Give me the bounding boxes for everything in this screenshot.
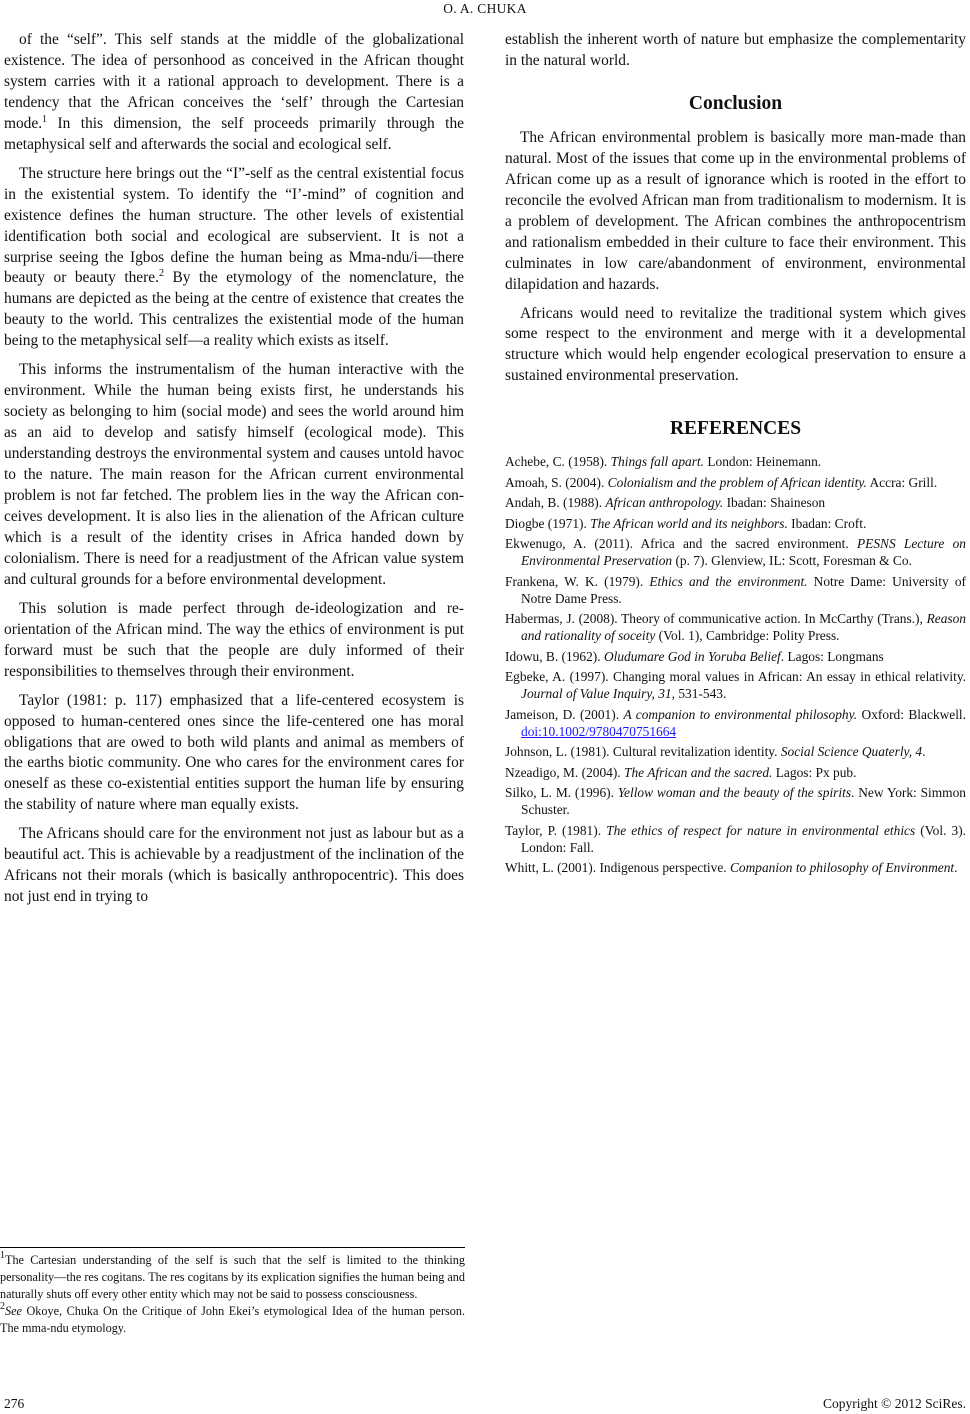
reference-item: Nzeadigo, M. (2004). The African and the sacred. Lagos: Px pub.	[505, 764, 857, 780]
reference-item: Whitt, L. (2001). Indigenous perspective. Companion to philosophy of Environment.	[505, 860, 958, 876]
left-column	[4, 30, 464, 908]
right-column	[505, 30, 966, 880]
references-heading: REFERENCES	[669, 418, 802, 440]
reference-item: Ekwenugo, A. (2011). Africa and the sacred environment. PESNS Lecture on Environmental Preservation (p. 7). Glenview, IL: Scott, Foresman & Co.	[505, 535, 966, 569]
body-paragraph: The Africans should care for the environment not just as labour but as a beautiful act. This is achievable by a readjustment of the inclination of the Africans not their morals (which is basically anthropocentric). This does not just end in trying to	[4, 825, 464, 906]
doi-link[interactable]: doi:10.1002/9780470751664	[521, 723, 677, 739]
footnote-2: $^2$See Okoye, Chuka On the Critique of John Ekei’s etymological Idea of the human person. The mma-ndu etymology.	[0, 1301, 465, 1335]
body-paragraph: This informs the instrumentalism of the human interactive with the environment. While the human being exists first, he understands his society as belonging to him (social mode) and sees the world around him as an aid to develop and satisfy himself (ecological mode). This understanding destroys the environmental system and causes untold havoc to the nature. The main reason for the African current environmental problem is not far fetched. The problem lies in the way the African conceives development. It is also lies in the alienation of the African culture which is a result of the identity crises in Africa handed down by colonialism. There is need for a readjustment of the African value system and cultural grounds for a before environmental development.	[4, 361, 464, 588]
conclusion-paragraph: Africans would need to revitalize the traditional system which gives some respect to the environment and merge with it a developmental structure which would help engender ecological preservation to ensure a sustained environmental preservation.	[505, 304, 966, 385]
reference-item: Amoah, S. (2004). Colonialism and the problem of African identity. Accra: Grill.	[505, 474, 938, 490]
reference-item: Diogbe (1971). The African world and its neighbors. Ibadan: Croft.	[505, 515, 867, 531]
footnote-1: $^1$The Cartesian understanding of the self is such that the self is limited to the thinking personality—the res cogitans. The res cogitans by its explication signifies the human being and naturally shuts off every other entity which may not be said to possess consciousness.	[0, 1250, 465, 1301]
reference-item: Habermas, J. (2008). Theory of communicative action. In McCarthy (Trans.), Reason and rationality of soceity (Vol. 1), Cambridge: Polity Press.	[505, 611, 966, 644]
footnotes	[0, 1252, 465, 1337]
footnote-divider	[0, 1247, 465, 1248]
reference-item: Andah, B. (1988). African anthropology. Ibadan: Shaineson	[505, 495, 826, 511]
reference-item: Johnson, L. (1981). Cultural revitalization identity. Social Science Quaterly, 4.	[505, 744, 926, 760]
reference-item: Egbeke, A. (1997). Changing moral values in African: An essay in ethical relativity. Journal of Value Inquiry, 31, 531-543.	[505, 669, 966, 702]
footnote-marker[interactable]: 2	[158, 268, 164, 280]
conclusion-paragraph: The African environmental problem is basically more man-made than natural. Most of the issues that come up in the environmental problems of African come up as a result of ignorance which is rooted in the effort to reconcile the evolved African man from traditionalism to modernism. It is a problem of development. The African combines the anthropocentrism and rationalism embedded in their culture to face their environment. This culminates in low care/abandonment of environment, environmental dilapidation and hazards.	[505, 128, 966, 293]
body-paragraph: This solution is made perfect through de-ideologization and re-orientation of the African mind. The way the ethics of environment is put forward must be such that the people are duly informed of their responsibilities to themselves through their environment.	[4, 599, 464, 680]
reference-item: Taylor, P. (1981). The ethics of respect for nature in environmental ethics (Vol. 3). London: Fall.	[505, 822, 967, 855]
page-number: 276	[4, 1396, 25, 1411]
copyright-notice: Copyright © 2012 SciRes.	[822, 1396, 966, 1411]
reference-item: Frankena, W. K. (1979). Ethics and the environment. Notre Dame: University of Notre Dame Press.	[505, 573, 966, 606]
reference-item: Jameison, D. (2001). A companion to environmental philosophy. Oxford: Blackwell. doi:10.1002/9780470751664	[505, 706, 966, 739]
body-paragraph: of the “self”. This self stands at the middle of the globalizational existence. The idea of personhood as conceived in the African thought system carries with it a rational approach to development. There is a tendency that the African conceives the ‘self’ through the Cartesian mode.$^1$ In this dimension, the self proceeds primarily through the metaphysical self and afterwards the social and ecological self.	[4, 31, 464, 153]
running-head: O. A. CHUKA	[443, 1, 527, 16]
conclusion-heading: Conclusion	[688, 92, 783, 114]
reference-item: Idowu, B. (1962). Oludumare God in Yoruba Belief. Lagos: Longmans	[505, 648, 884, 664]
body-paragraph: establish the inherent worth of nature but emphasize the complementarity in the natural world.	[505, 31, 966, 69]
reference-item: Silko, L. M. (1996). Yellow woman and the beauty of the spirits. New York: Simmon Schuster.	[505, 785, 966, 818]
body-paragraph: The structure here brings out the “I”-self as the central existential focus in the existential system. To identify the “I’-mind” of cognition and existence defines the human structure. The other levels of existential identification both social and ecological are subservient. It is not a surprise seeing the Igbos define the human being as Mma-ndu/i—there beauty or beauty there.$^2$ By the etymology of the nomenclature, the humans are depicted as the being at the centre of existence that creates the beauty to the world. This centralizes the existential mode of the human being to the metaphysical self—a reality which exists as itself.	[4, 164, 464, 350]
body-paragraph: Taylor (1981: p. 117) emphasized that a life-centered ecosystem is opposed to human-centered ones since the life-centered one has moral obligations that are owed to both wild plants and animal as members of the earths biotic community. One who cares for the environment cares for oneself as these co-existential entities support the human life by ensuring the stability of nature where man equally exists.	[4, 691, 464, 814]
reference-item: Achebe, C. (1958). Things fall apart. London: Heinemann.	[505, 454, 822, 470]
footnote-marker[interactable]: 1	[42, 113, 48, 125]
reference-list	[505, 453, 966, 876]
